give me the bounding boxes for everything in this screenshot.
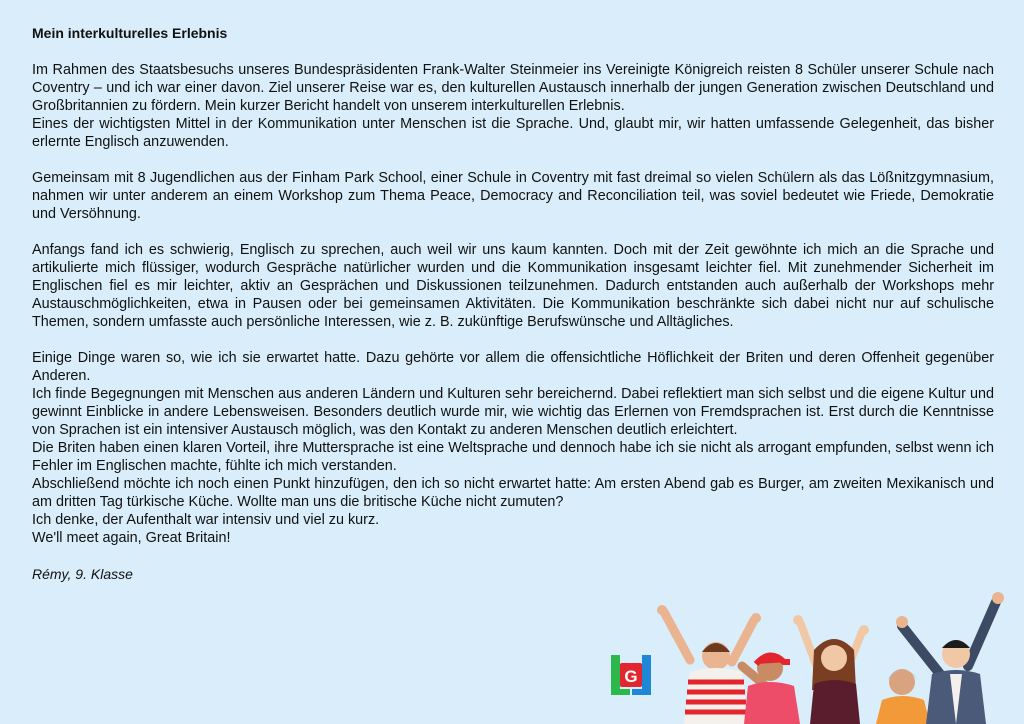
paragraph-communication: Anfangs fand ich es schwierig, Englisch zu sprechen, auch weil wir uns kaum kannten. Doch mit der Zeit gewöhnte ich mich an die Sprache und artikulierte mich flüssiger, wodurch Gespräche natürlicher wurden und die Kommunikation insgesamt leichter fiel. Mit zunehmender Sicherheit im Englischen fiel es mir leichter, aktiv an Gesprächen und Diskussionen teilzunehmen. Dadurch entstanden auch außerhalb der Workshops mehr Austauschmöglichkeiten, etwa in Pausen oder bei gemeinsamen Aktivitäten. Die Kommunikation beschränkte sich dabei nicht nur auf schulische Themen, sondern umfasste auch persönliche Interessen, wie z. B. zukünftige Berufswünsche und Alltägliches. — [32, 242, 994, 330]
signature: Rémy, 9. Klasse — [32, 566, 133, 582]
paragraph-british: Die Briten haben einen klaren Vorteil, ihre Muttersprache ist eine Weltsprache und dennoch habe ich sie nicht als arrogant empfunden, selbst wenn ich Fehler im Englischen machte, fühlte ich mich verstanden. — [32, 440, 994, 474]
paragraph-expectations: Einige Dinge waren so, wie ich sie erwartet hatte. Dazu gehörte vor allem die offensichtliche Höflichkeit der Briten und deren Offenheit gegenüber Anderen. — [32, 350, 994, 384]
document-body — [32, 24, 994, 583]
paragraph-conclusion: Ich denke, der Aufenthalt war intensiv und viel zu kurz. — [32, 512, 380, 528]
logo-letter: G — [624, 667, 638, 686]
document-title: Mein interkulturelles Erlebnis — [32, 25, 228, 41]
school-logo-icon — [608, 652, 654, 698]
paragraph-language: Eines der wichtigsten Mittel in der Kommunikation unter Menschen ist die Sprache. Und, glaubt mir, wir hatten umfassende Gelegenheit, das bisher erlernte Englisch anzuwenden. — [32, 116, 994, 150]
paragraph-workshop: Gemeinsam mit 8 Jugendlichen aus der Finham Park School, einer Schule in Coventry mit fast dreimal so vielen Schülern als das Lößnitzgymnasium, nahmen wir unter anderem an einem Workshop zum Thema Peace, Democracy and Reconciliation teil, was soviel bedeutet wie Friede, Demokratie und Versöhnung. — [32, 170, 994, 222]
paragraph-food: Abschließend möchte ich noch einen Punkt hinzufügen, den ich so nicht erwartet hatte: Am ersten Abend gab es Burger, am zweiten Mexikanisch und am dritten Tag türkische Küche. Wollte man uns die britische Küche nicht zumuten? — [32, 476, 994, 510]
paragraph-encounters: Ich finde Begegnungen mit Menschen aus anderen Ländern und Kulturen sehr bereichernd. Dabei reflektiert man sich selbst und die eigene Kultur und gewinnt Einblicke in andere Lebensweisen. Besonders deutlich wurde mir, wie wichtig das Erlernen von Fremdsprachen ist. Erst durch die Kenntnisse von Sprachen ist ein intensiver Austausch möglich, was den Kontakt zu anderen Menschen deutlich erleichtert. — [32, 386, 994, 438]
cheering-people-illustration-icon — [650, 590, 1024, 724]
paragraph-intro: Im Rahmen des Staatsbesuchs unseres Bundespräsidenten Frank-Walter Steinmeier ins Vereinigte Königreich reisten 8 Schüler unserer Schule nach Coventry – und ich war einer davon. Ziel unserer Reise war es, den kulturellen Austausch innerhalb der jungen Generation zwischen Deutschland und Großbritannien zu fördern. Mein kurzer Bericht handelt von unserem interkulturellen Erlebnis. — [32, 62, 994, 114]
paragraph-farewell: We'll meet again, Great Britain! — [32, 530, 231, 546]
